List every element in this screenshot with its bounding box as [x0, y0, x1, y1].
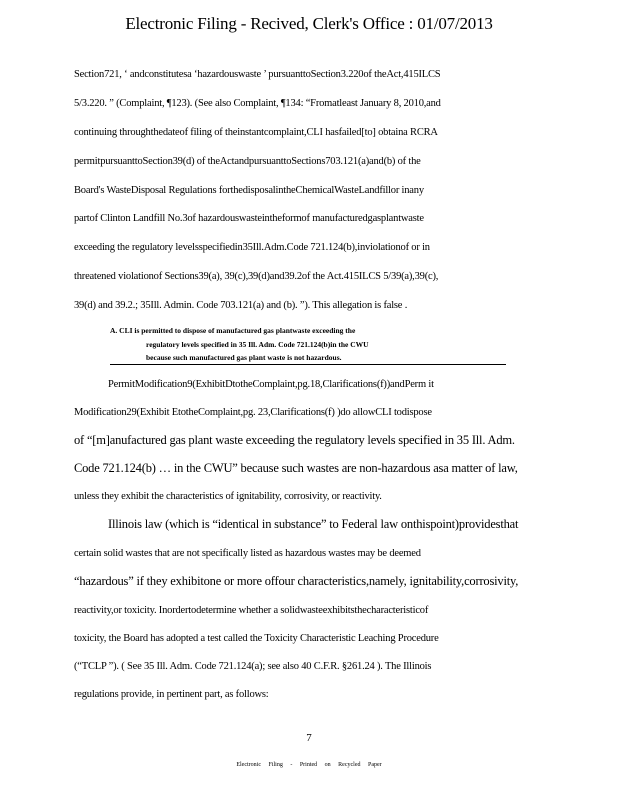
- text-line: exceeding the regulatory levelsspecifiedin35Ill.Adm.Code 721.124(b),inviolationof or in: [74, 242, 430, 253]
- heading-line: regulatory levels specified in 35 Ill. Adm. Code 721.124(b)in the CWU: [146, 340, 369, 349]
- text-line: reactivity,or toxicity. Inordertodetermine whether a solidwasteexhibitsthecharacteristicof: [74, 605, 429, 616]
- text-line: continuing throughthedateof filing of theinstantcomplaint,CLI hasfailed[to] obtaina RCRA: [74, 127, 438, 138]
- text-line: permitpursuanttoSection39(d) of theActandpursuanttoSections703.121(a)and(b) of the: [74, 156, 421, 167]
- text-line: PermitModification9(ExhibitDtotheComplaint,pg.18,Clarifications(f))andPerm it: [108, 379, 434, 390]
- text-line: unless they exhibit the characteristics of ignitability, corrosivity, or reactivity.: [74, 491, 382, 502]
- text-line: certain solid wastes that are not specifically listed as hazardous wastes may be deemed: [74, 548, 421, 559]
- page-footer: Electronic Filing - Printed on Recycled Paper: [236, 762, 382, 768]
- page-number: 7: [306, 732, 312, 744]
- text-line: 39(d) and 39.2.; 35Ill. Admin. Code 703.121(a) and (b). ”). This allegation is false .: [74, 300, 408, 311]
- text-line: Section721, ‘ andconstitutesa ‘hazardouswaste ’ pursuanttoSection3.220of theAct,415ILCS: [74, 69, 441, 80]
- text-line: Modification29(Exhibit EtotheComplaint,pg. 23,Clarifications(f) )do allowCLI todispose: [74, 407, 432, 418]
- text-line: Code 721.124(b) … in the CWU” because such wastes are non-hazardous asa matter of law,: [74, 461, 518, 475]
- text-line: Illinois law (which is “identical in substance” to Federal law onthispoint)providesthat: [108, 517, 519, 531]
- text-line: of “[m]anufactured gas plant waste exceeding the regulatory levels specified in 35 Ill. Adm.: [74, 433, 515, 447]
- text-line: toxicity, the Board has adopted a test called the Toxicity Characteristic Leaching Procedure: [74, 633, 439, 644]
- heading-line: because such manufactured gas plant waste is not hazardous.: [146, 353, 342, 362]
- text-line: partof Clinton Landfill No.3of hazardouswasteintheformof manufacturedgasplantwaste: [74, 213, 424, 224]
- text-line: (“TCLP ”). ( See 35 Ill. Adm. Code 721.124(a); see also 40 C.F.R. §261.24 ). The Illinois: [74, 661, 432, 672]
- text-line: “hazardous” if they exhibitone or more offour characteristics,namely, ignitability,corrosivity,: [74, 574, 519, 588]
- text-line: threatened violationof Sections39(a), 39(c),39(d)and39.2of the Act.415ILCS 5/39(a),39(c),: [74, 271, 439, 282]
- heading-rule: [110, 364, 506, 365]
- text-line: Board's WasteDisposal Regulations forthedisposalintheChemicalWasteLandfillor inany: [74, 185, 424, 196]
- text-line: regulations provide, in pertinent part, as follows:: [74, 689, 269, 700]
- heading-line: A. CLI is permitted to dispose of manufactured gas plantwaste exceeding the: [110, 326, 356, 335]
- page-header: Electronic Filing - Recived, Clerk's Office : 01/07/2013: [125, 14, 493, 33]
- text-line: 5/3.220. ” (Complaint, ¶123). (See also Complaint, ¶134: “Fromatleast January 8, 2010,and: [74, 98, 441, 109]
